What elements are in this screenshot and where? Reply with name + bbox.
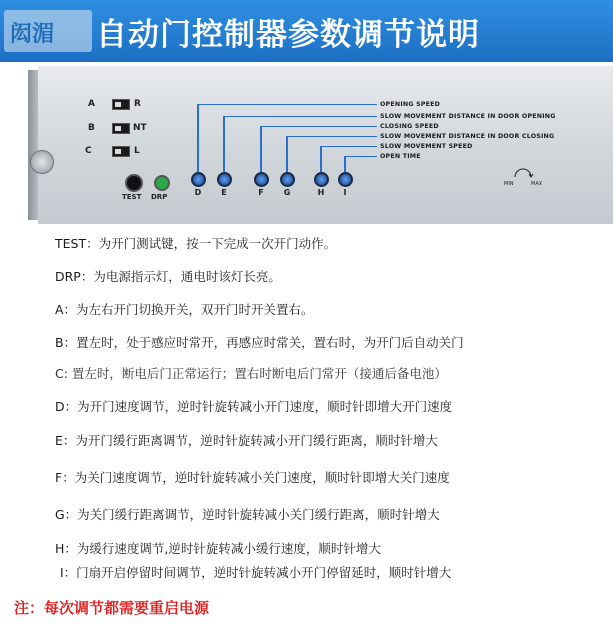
leader-line-e	[223, 116, 225, 172]
restart-note: 注：每次调节都需要重启电源	[14, 599, 210, 617]
knob-e[interactable]	[217, 172, 232, 187]
leader-line-d-h	[197, 104, 377, 105]
desc-h: H：为缓行速度调节,逆时针旋转减小缓行速度，顺时针增大	[55, 541, 381, 556]
switch-a[interactable]	[112, 99, 130, 110]
dial-min-label: MIN	[504, 181, 514, 187]
knob-i-label: I	[343, 188, 347, 197]
switch-c[interactable]	[112, 146, 130, 157]
switch-c-right-label: L	[134, 146, 140, 156]
knob-e-label: E	[221, 188, 227, 197]
desc-i: I：门扇开启停留时间调节，逆时针旋转减小开门停留延时，顺时针增大	[60, 565, 452, 580]
desc-f: F：为关门速度调节，逆时针旋转减小关门速度，顺时针即增大关门速度	[55, 470, 450, 485]
leader-line-g	[286, 136, 288, 172]
leader-line-g-h	[286, 136, 377, 137]
knob-g-label: G	[283, 188, 291, 197]
knob-d[interactable]	[191, 172, 206, 187]
desc-drp: DRP：为电源指示灯，通电时该灯长亮。	[55, 269, 281, 284]
param-label-open-time: OPEN TIME	[380, 153, 421, 160]
leader-line-d	[197, 104, 199, 172]
param-label-slow-speed: SLOW MOVEMENT SPEED	[380, 143, 473, 150]
knob-f-label: F	[258, 188, 264, 197]
leader-line-e-h	[223, 116, 377, 117]
knob-g[interactable]	[280, 172, 295, 187]
leader-line-h	[320, 146, 322, 172]
param-label-slow-distance-closing: SLOW MOVEMENT DISTANCE IN DOOR CLOSING	[380, 133, 555, 140]
leader-line-f	[260, 126, 262, 172]
watermark-logo	[4, 10, 92, 52]
switch-c-left-label: C	[85, 146, 92, 156]
leader-line-i	[344, 156, 346, 172]
desc-g: G：为关门缓行距离调节，逆时针旋转减小关门缓行距离，顺时针增大	[55, 507, 440, 522]
switch-b-left-label: B	[88, 123, 95, 133]
test-label: TEST	[122, 193, 142, 201]
desc-c: C: 置左时，断电后门正常运行；置右时断电后门常开（接通后备电池）	[55, 366, 447, 381]
switch-b-right-label: NT	[133, 123, 147, 133]
param-label-closing-speed: CLOSING SPEED	[380, 123, 439, 130]
switch-a-left-label: A	[88, 99, 95, 109]
page-title: 自动门控制器参数调节说明	[96, 17, 480, 53]
dial-max-label: MAX	[531, 181, 543, 187]
knob-i[interactable]	[338, 172, 353, 187]
knob-f[interactable]	[254, 172, 269, 187]
leader-line-f-h	[260, 126, 377, 127]
watermark-text: 闳湄	[10, 22, 55, 47]
param-label-opening-speed: OPENING SPEED	[380, 101, 441, 108]
leader-line-h-h	[320, 146, 377, 147]
drp-label: DRP	[151, 193, 168, 201]
knob-h[interactable]	[314, 172, 329, 187]
desc-test: TEST：为开门测试键，按一下完成一次开门动作。	[55, 236, 337, 251]
desc-b: B：置左时，处于感应时常开，再感应时常关，置右时，为开门后自动关门	[55, 335, 464, 350]
drp-indicator-light	[154, 175, 170, 191]
title-banner	[0, 0, 613, 62]
switch-a-right-label: R	[134, 99, 141, 109]
param-label-slow-distance-opening: SLOW MOVEMENT DISTANCE IN DOOR OPENING	[380, 113, 556, 120]
knob-d-label: D	[194, 188, 202, 197]
knob-h-label: H	[317, 188, 325, 197]
test-button[interactable]	[125, 174, 143, 192]
desc-a: A：为左右开门切换开关，双开门时开关置右。	[55, 302, 314, 317]
desc-d: D：为开门速度调节，逆时针旋转减小开门速度，顺时针即增大开门速度	[55, 399, 453, 414]
rotation-arrow-icon	[512, 164, 534, 180]
screw-icon	[30, 150, 54, 174]
desc-e: E：为开门缓行距离调节，逆时针旋转减小开门缓行距离，顺时针增大	[55, 433, 438, 448]
switch-b[interactable]	[112, 123, 130, 134]
leader-line-i-h	[344, 156, 377, 157]
